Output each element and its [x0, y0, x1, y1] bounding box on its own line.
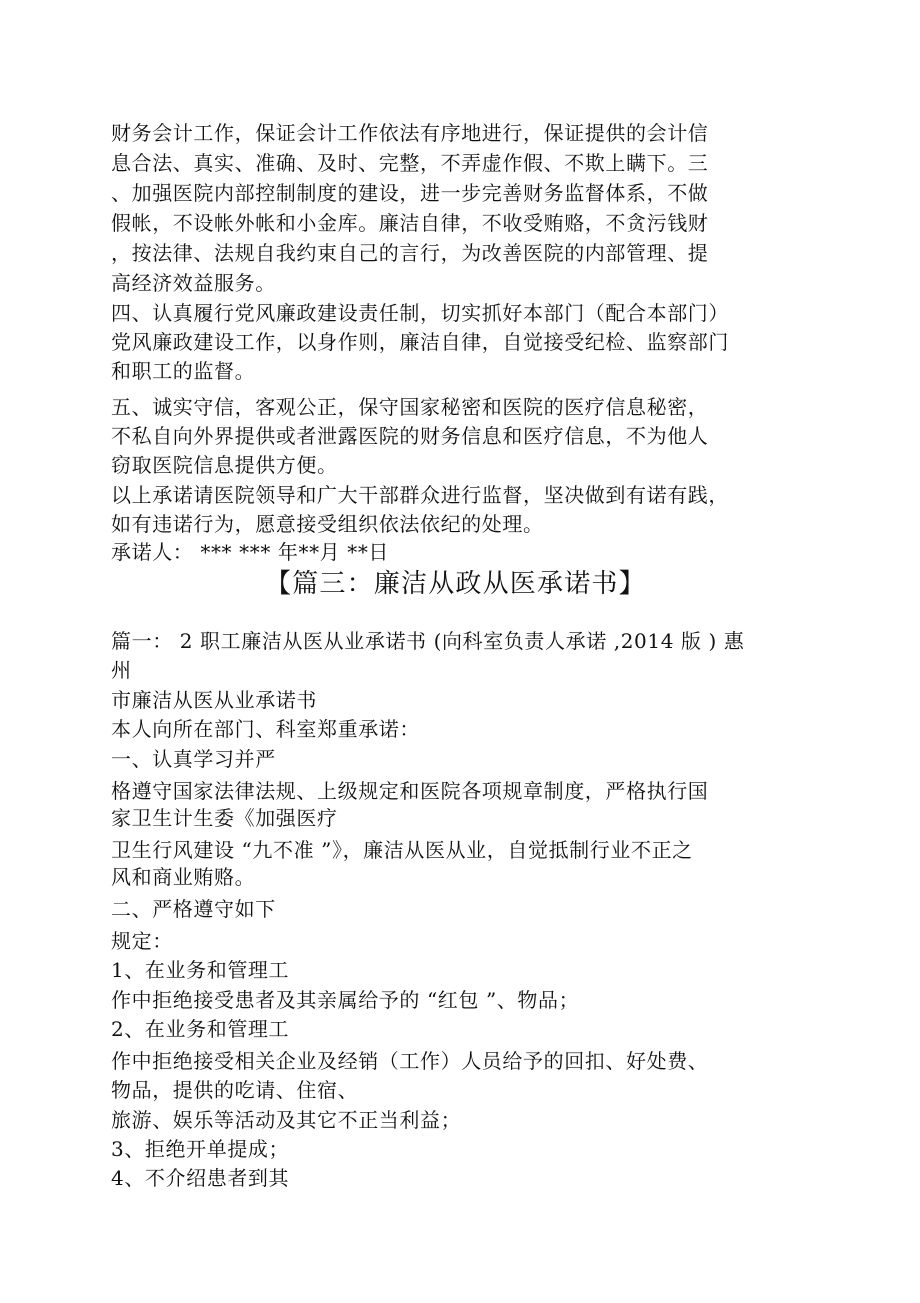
text-line: 卫生行风建设 “九不准 ”》，廉洁从医从业，自觉抵制行业不正之: [111, 838, 693, 862]
text-line: 规定：: [111, 929, 173, 953]
text-line: 篇一： 2 职工廉洁从医从业承诺书 (向科室负责人承诺 ,2014 版 ) 惠: [111, 629, 745, 653]
text-line: 格遵守国家法律法规、上级规定和医院各项规章制度，严格执行国: [111, 779, 709, 803]
text-line: 4、不介绍患者到其: [111, 1166, 290, 1190]
text-line: 3、拒绝开单提成；: [111, 1137, 290, 1161]
text-line: 息合法、真实、准确、及时、完整，不弄虚作假、不欺上瞒下。三: [111, 151, 709, 175]
signature-line: 承诺人： *** *** 年**月 **日: [111, 540, 390, 564]
text-line: 市廉洁从医从业承诺书: [111, 688, 317, 712]
text-line: 1、在业务和管理工: [111, 958, 290, 982]
text-line: 一、认真学习并严: [111, 747, 276, 771]
text-line: 州: [111, 658, 132, 682]
text-line: 四、认真履行党风廉政建设责任制，切实抓好本部门（配合本部门）: [111, 301, 729, 325]
text-line: ，按法律、法规自我约束自己的言行，为改善医院的内部管理、提: [111, 241, 709, 265]
text-line: 、加强医院内部控制制度的建设，进一步完善财务监督体系，不做: [111, 181, 709, 205]
text-line: 2、在业务和管理工: [111, 1017, 290, 1041]
text-line: 财务会计工作，保证会计工作依法有序地进行，保证提供的会计信: [111, 121, 709, 145]
text-line: 本人向所在部门、科室郑重承诺：: [111, 717, 420, 741]
text-line: 以上承诺请医院领导和广大干部群众进行监督，坚决做到有诺有践，: [111, 483, 729, 507]
text-line: 不私自向外界提供或者泄露医院的财务信息和医疗信息，不为他人: [111, 424, 709, 448]
text-line: 如有违诺行为，愿意接受组织依法依纪的处理。: [111, 512, 544, 536]
text-line: 旅游、娱乐等活动及其它不正当利益；: [111, 1108, 462, 1132]
text-line: 党风廉政建设工作，以身作则，廉洁自律，自觉接受纪检、监察部门: [111, 330, 729, 354]
text-line: 假帐，不设帐外帐和小金库。廉洁自律，不收受贿赂，不贪污钱财: [111, 211, 709, 235]
text-line: 二、严格遵守如下: [111, 897, 276, 921]
text-line: 作中拒绝接受患者及其亲属给予的 “红包 ”、物品；: [111, 988, 580, 1012]
text-line: 窃取医院信息提供方便。: [111, 453, 338, 477]
text-line: 物品，提供的吃请、住宿、: [111, 1078, 359, 1102]
text-line: 和职工的监督。: [111, 359, 256, 383]
text-line: 五、诚实守信，客观公正，保守国家秘密和医院的医疗信息秘密，: [111, 395, 709, 419]
text-line: 家卫生计生委《加强医疗: [111, 806, 338, 830]
text-line: 风和商业贿赂。: [111, 865, 256, 889]
section-title: 【篇三：廉洁从政从医承诺书】: [265, 569, 646, 599]
text-line: 作中拒绝接受相关企业及经销（工作）人员给予的回扣、好处费、: [111, 1049, 709, 1073]
text-line: 高经济效益服务。: [111, 271, 276, 295]
